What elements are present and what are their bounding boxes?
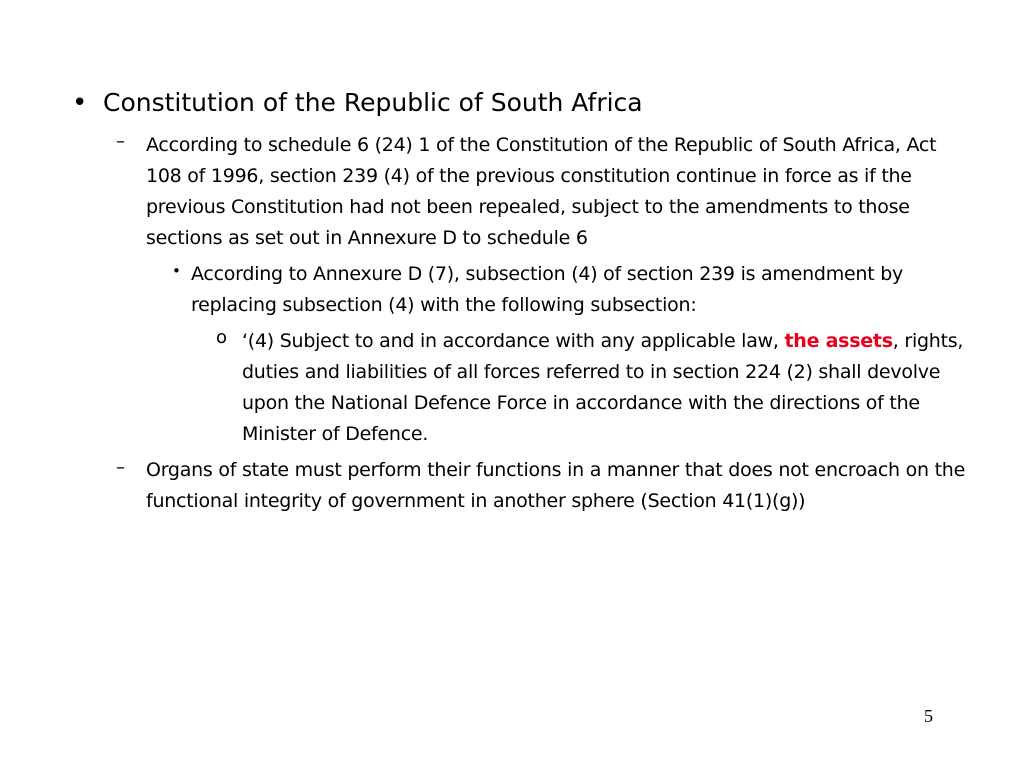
quote-text	[242, 326, 967, 450]
list-item-text: According to schedule 6 (24) 1 of the Constitution of the Republic of South Africa, Act 108 of 1996, section 239 (4) of the previous constitution continue in force as if the previous Constitution had not been repealed, subject to the amendments to those sections as set out in Annexure D to schedule 6	[146, 134, 937, 249]
bullet-dot-icon: •	[172, 262, 181, 280]
page-number: 5	[924, 706, 933, 726]
quote-text-start: ‘(4) Subject to and in accordance with any applicable law,	[242, 330, 785, 352]
dash-bullet-icon: –	[116, 457, 125, 478]
circle-bullet-icon: o	[216, 327, 228, 348]
highlighted-phrase: the assets	[784, 330, 893, 352]
list-item-text: According to Annexure D (7), subsection (4) of section 239 is amendment by replacing subsection (4) with the following subsection:	[191, 263, 904, 316]
bullet-dot-icon: •	[72, 88, 88, 118]
heading-text: Constitution of the Republic of South Africa	[103, 88, 643, 117]
quote-text-end: , rights, duties and liabilities of all forces referred to in section 224 (2) shall devolve upon the National Defence Force in accordance with the directions of the Minister of Defence.	[242, 330, 964, 445]
list-item-text: Organs of state must perform their functions in a manner that does not encroach on the functional integrity of government in another sphere (Section 41(1)(g))	[146, 459, 966, 512]
dash-bullet-icon: –	[116, 131, 125, 152]
